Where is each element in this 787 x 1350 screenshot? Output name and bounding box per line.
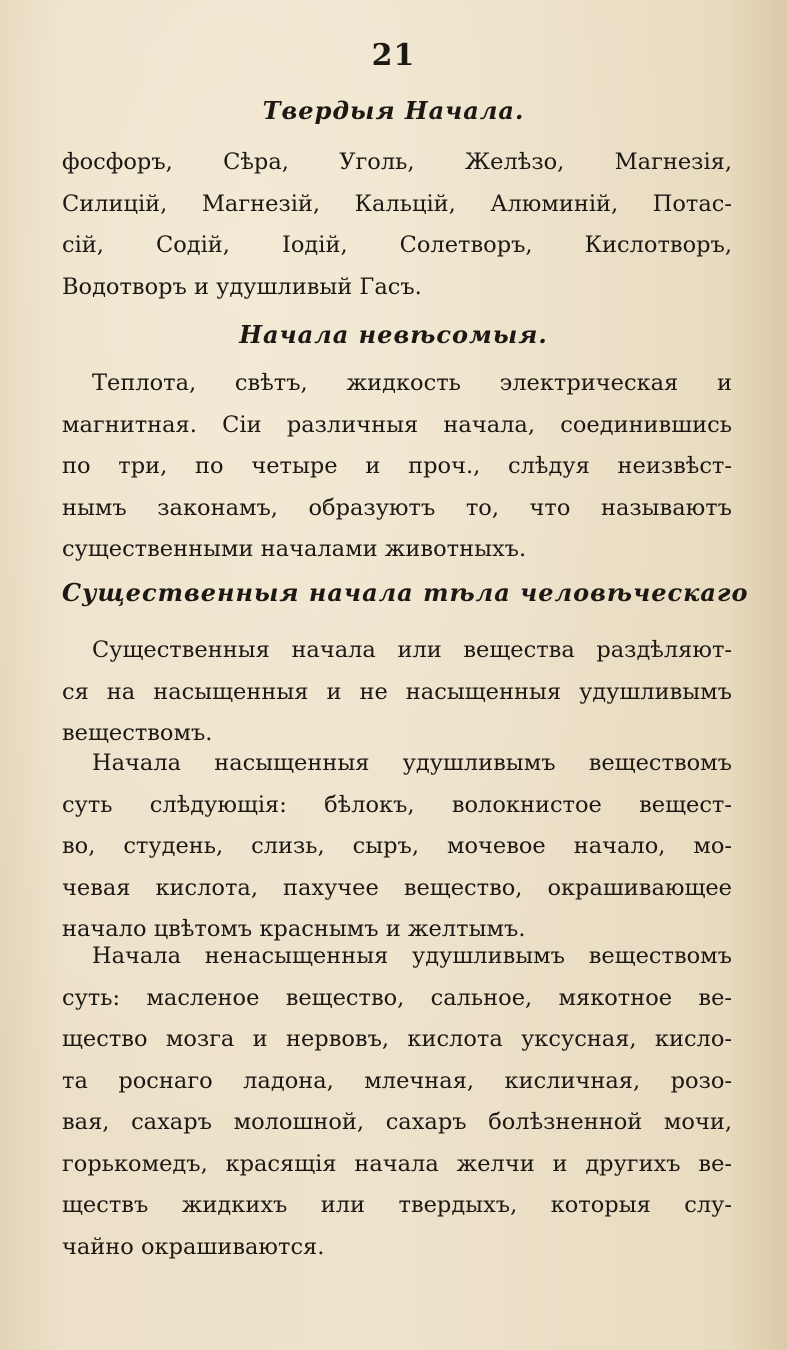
text-line: по три, по четыре и проч., слѣдуя неизвѣст- xyxy=(62,453,732,479)
text-line: существенными началами животныхъ. xyxy=(62,536,527,562)
text-line: вая, сахаръ молошной, сахаръ болѣзненной мочи, xyxy=(62,1109,732,1135)
text-line: нымъ законамъ, образуютъ то, что называютъ xyxy=(62,494,732,521)
page-number: 21 xyxy=(371,38,416,73)
text-line: Водотворъ и удушливый Гасъ. xyxy=(62,273,422,300)
section-heading-imponderable: Начала невѣсомыя. xyxy=(239,320,548,349)
text-line: веществомъ. xyxy=(62,720,213,746)
text-line: Силицій, Магнезій, Кальцій, Алюминій, Потас- xyxy=(62,190,732,217)
text-line: Существенныя начала или вещества раздѣляют- xyxy=(92,637,732,663)
text-line: горькомедъ, красящія начала желчи и другихъ ве- xyxy=(62,1150,732,1177)
paragraph-saturated xyxy=(62,743,732,951)
text-line: сій, Содій, Іодій, Солетворъ, Кислотворъ, xyxy=(62,232,732,258)
text-line: фосфоръ, Сѣра, Уголь, Желѣзо, Магнезія, xyxy=(62,149,732,175)
paragraph-unsaturated xyxy=(62,936,732,1268)
paragraph-essential-intro xyxy=(62,630,732,755)
text-line: ся на насыщенныя и не насыщенныя удушливымъ xyxy=(62,678,732,705)
section-heading-solid-elements: Твердыя Начала. xyxy=(262,96,525,125)
text-line: чевая кислота, пахучее вещество, окрашивающее xyxy=(62,874,732,901)
text-line: щество мозга и нервовъ, кислота уксусная, кисло- xyxy=(62,1026,732,1052)
text-line: суть: масленое вещество, сальное, мякотное ве- xyxy=(62,984,732,1011)
text-line: Начала ненасыщенныя удушливымъ веществомъ xyxy=(92,943,732,969)
text-line: начало цвѣтомъ краснымъ и желтымъ. xyxy=(62,916,526,942)
text-line: Начала насыщенныя удушливымъ веществомъ xyxy=(92,750,732,776)
text-line: та роснаго ладона, млечная, кисличная, розо- xyxy=(62,1067,732,1094)
paragraph-solid-elements xyxy=(62,142,732,308)
text-line: суть слѣдующія: бѣлокъ, волокнистое вещест- xyxy=(62,791,732,818)
text-line: Теплота, свѣтъ, жидкость электрическая и xyxy=(92,370,732,396)
text-line: во, студень, слизь, сыръ, мочевое начало, мо- xyxy=(62,833,732,859)
text-line: чайно окрашиваются. xyxy=(62,1233,325,1260)
text-line: магнитная. Сіи различныя начала, соединившись xyxy=(62,411,732,438)
text-line: ществъ жидкихъ или твердыхъ, которыя слу- xyxy=(62,1192,732,1218)
paragraph-imponderable xyxy=(62,363,732,571)
section-heading-essential-principles: Существенныя начала тѣла человѣческаго xyxy=(62,578,749,607)
